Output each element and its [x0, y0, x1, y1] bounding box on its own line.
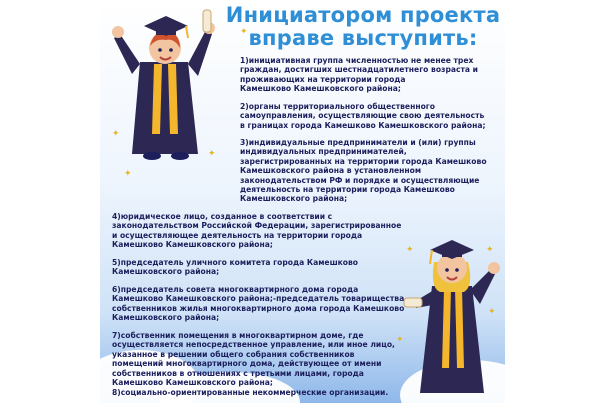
star-icon: ✦	[396, 335, 404, 345]
list-item-5: 5)председатель уличного комитета города Камешково Камешковского района;	[112, 258, 359, 277]
list-item-4: 4)юридическое лицо, созданное в соответствии с законодательством Российской Федерации, зарегистрированное и осуществляющее деятельность на территории города Камешково Камешковского района;	[112, 212, 402, 250]
star-icon: ✦	[112, 129, 120, 139]
list-item-7: 7)собственник помещения в многоквартирном доме, где осуществляется непосредственное управление, или иное лицо, указанное в решении общего собрания собственников помещений многоквартирного дома, действующее от имени собственников в отношениях с третьими лицами, города Камешково Камешковского района;	[112, 331, 395, 388]
list-item-8: 8)социально-ориентированные некоммерческие организации.	[112, 388, 389, 397]
star-icon: ✦	[240, 27, 248, 37]
poster	[100, 0, 505, 403]
star-icon: ✦	[124, 169, 132, 179]
list-item-6: 6)председатель совета многоквартирного дома города Камешково Камешковского района;-председатель товарищества собственников жилья многоквартирного дома города Камешково Камешковского района;	[112, 285, 405, 323]
title-line-2: вправе выступить:	[248, 26, 478, 50]
star-icon: ✦	[486, 245, 494, 255]
list-item-3: 3)индивидуальные предприниматели и (или) группы индивидуальных предпринимателей, зарегистрированных на территории города Камешково Камешковского района в установленном законодательством РФ и порядке и осуществляющие деятельность на территории города Камешково Камешковского района;	[240, 138, 487, 204]
list-item-2: 2)органы территориального общественного самоуправления, осуществляющие свою деятельность в границах города Камешково Камешковского района;	[240, 102, 486, 130]
star-icon: ✦	[406, 245, 414, 255]
list-item-1: 1)инициативная группа численностью не менее трех граждан, достигших шестнадцатилетнего возраста и проживающих на территории города Камешково Камешковского района;	[240, 56, 479, 94]
initiator-list	[100, 0, 505, 403]
title-line-1: Инициатором проекта	[225, 3, 501, 27]
star-icon: ✦	[488, 307, 496, 317]
star-icon: ✦	[208, 149, 216, 159]
